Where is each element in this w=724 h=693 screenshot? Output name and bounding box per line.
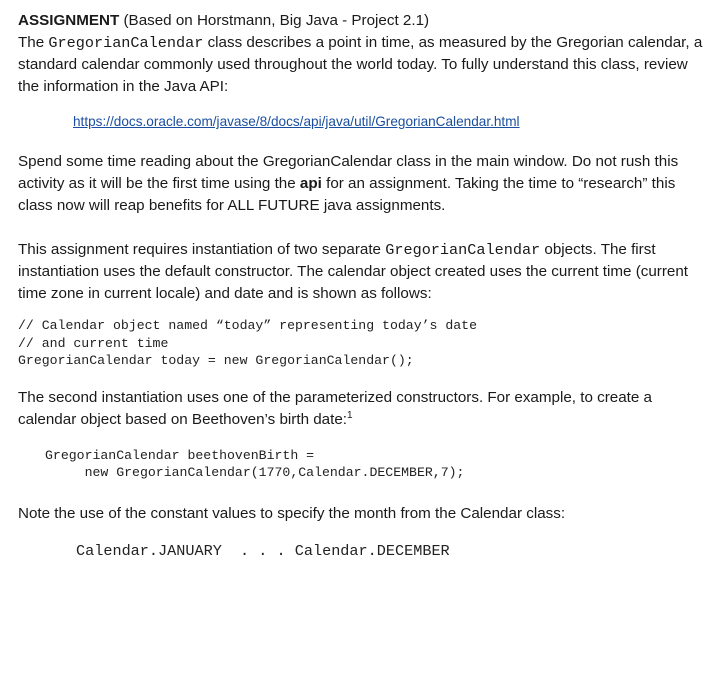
assignment-heading bbox=[18, 10, 708, 32]
heading-subtitle: (Based on Horstmann, Big Java - Project 2.1) bbox=[123, 12, 430, 29]
calendar-constants: Calendar.JANUARY . . . Calendar.DECEMBER bbox=[76, 541, 450, 560]
code-block-today bbox=[18, 317, 708, 370]
instantiation-before: This assignment requires instantiation of two separate bbox=[18, 241, 386, 258]
api-link[interactable]: https://docs.oracle.com/javase/8/docs/api/java/util/GregorianCalendar.html bbox=[73, 114, 520, 129]
heading-title: ASSIGNMENT bbox=[18, 12, 120, 29]
instantiation-paragraph bbox=[18, 239, 708, 305]
instantiation-after: objects. The first instantiation uses the default constructor. The calendar object created uses the current time (current time zone in current locale) and date and is shown as follows: bbox=[18, 241, 689, 302]
code-block-beethoven bbox=[18, 447, 708, 482]
constants-line bbox=[18, 540, 708, 562]
note-paragraph: Note the use of the constant values to specify the month from the Calendar class: bbox=[18, 504, 566, 522]
intro-prefix: The bbox=[18, 34, 49, 51]
research-bold: api bbox=[299, 175, 322, 192]
instantiation-class-name: GregorianCalendar bbox=[385, 241, 541, 259]
code-line: GregorianCalendar beethovenBirth = bbox=[45, 447, 315, 463]
code-line: GregorianCalendar today = new GregorianCalendar(); bbox=[18, 353, 414, 368]
second-text: The second instantiation uses one of the parameterized constructors. For example, to create a calendar object based on Beethoven’s birth date: bbox=[18, 388, 652, 428]
research-after: for an assignment. Taking the time to “research” this class now will reap benefits for ALL FUTURE java assignments. bbox=[18, 175, 676, 214]
second-instantiation-paragraph bbox=[18, 387, 708, 431]
intro-paragraph bbox=[18, 32, 708, 98]
code-line: // Calendar object named “today” representing today’s date bbox=[18, 318, 477, 333]
code-line: // and current time bbox=[18, 335, 169, 351]
footnote-marker: 1 bbox=[347, 409, 353, 421]
research-paragraph bbox=[18, 151, 708, 217]
intro-class-name: GregorianCalendar bbox=[48, 34, 204, 52]
api-link-line bbox=[18, 111, 708, 133]
research-before: Spend some time reading about the GregorianCalendar class in the main window. Do not rush this activity as it will be the first time using the bbox=[18, 153, 679, 192]
intro-text: class describes a point in time, as measured by the Gregorian calendar, a standard calendar commonly used throughout the world today. To fully understand this class, review the information in the Java API: bbox=[18, 34, 703, 95]
document bbox=[18, 8, 708, 562]
code-line: new GregorianCalendar(1770,Calendar.DECEMBER,7); bbox=[45, 465, 465, 480]
